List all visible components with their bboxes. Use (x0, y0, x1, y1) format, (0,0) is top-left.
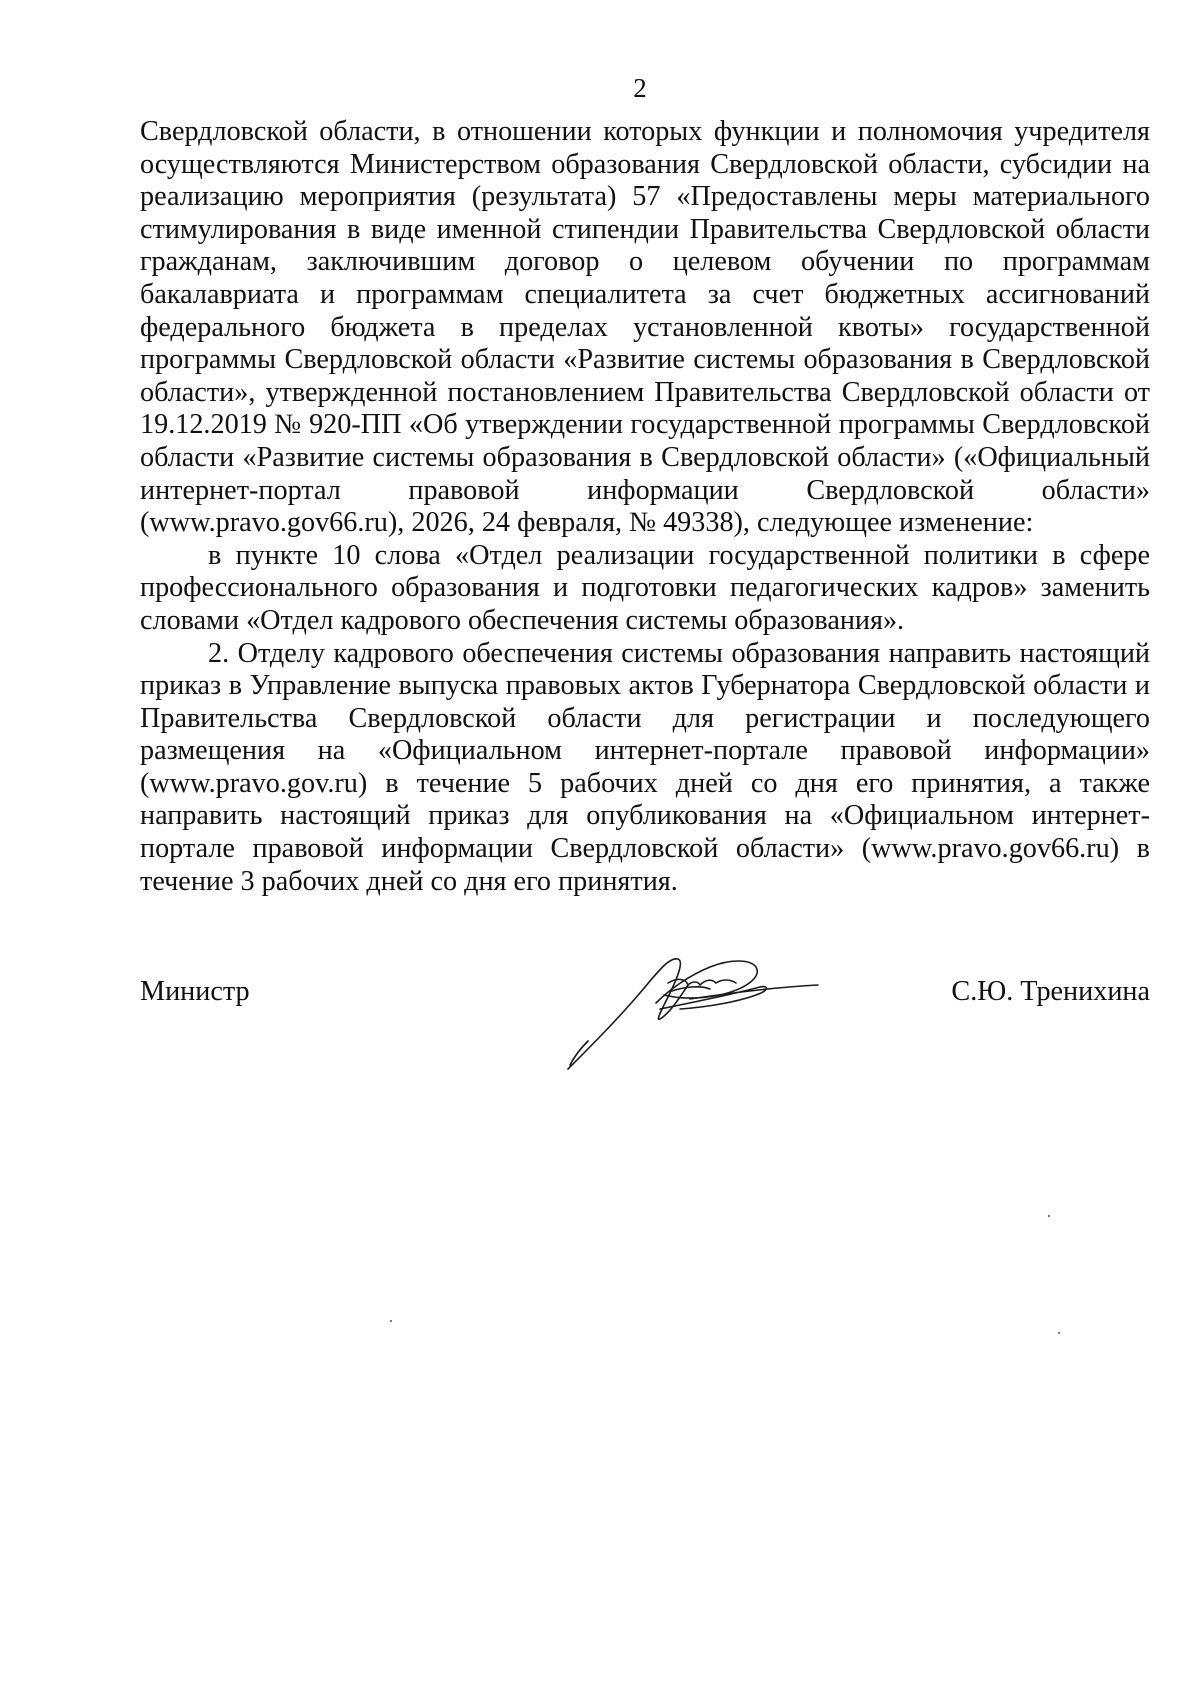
signature-block (140, 975, 1150, 1085)
document-body (140, 116, 1150, 898)
scan-speck (390, 1320, 392, 1322)
paragraph-item-2: 2. Отделу кадрового обеспечения системы образования направить настоящий приказ в Управление выпуска правовых актов Губернатора Свердловской области и Правительства Свердловской области для регистрации и последующего размещения на «Официальном интернет-портале правовой информации» (www.pravo.gov.ru) в течение 5 рабочих дней со дня его принятия, а также направить настоящий приказ для опубликования на «Официальном интернет-портале правовой информации Свердловской области» (www.pravo.gov66.ru) в течение 3 рабочих дней со дня его принятия. (140, 637, 1150, 897)
handwritten-signature-icon (560, 937, 820, 1077)
page-number: 2 (633, 73, 647, 103)
scan-speck (1048, 1215, 1050, 1217)
signatory-name: С.Ю. Тренихина (951, 976, 1150, 1007)
paragraph-continuation: Свердловской области, в отношении которых функции и полномочия учредителя осуществляются Министерством образования Свердловской области, субсидии на реализацию мероприятия (результата) 57 «Предоставлены меры материального стимулирования в виде именной стипендии Правительства Свердловской области гражданам, заключившим договор о целевом обучении по программам бакалавриата и программам специалитета за счет бюджетных ассигнований федерального бюджета в пределах установленной квоты» государственной программы Свердловской области «Развитие системы образования в Свердловской области», утвержденной постановлением Правительства Свердловской области от 19.12.2019 № 920-ПП «Об утверждении государственной программы Свердловской области «Развитие системы образования в Свердловской области» («Официальный интернет-портал правовой информации Свердловской области» (www.pravo.gov66.ru), 2026, 24 февраля, № 49338), следующее изменение: (140, 116, 1150, 539)
scan-speck (1058, 1332, 1060, 1334)
paragraph-amendment: в пункте 10 слова «Отдел реализации государственной политики в сфере профессионального образования и подготовки педагогических кадров» заменить словами «Отдел кадрового обеспечения системы образования». (140, 539, 1150, 636)
signatory-position: Министр (140, 976, 250, 1007)
